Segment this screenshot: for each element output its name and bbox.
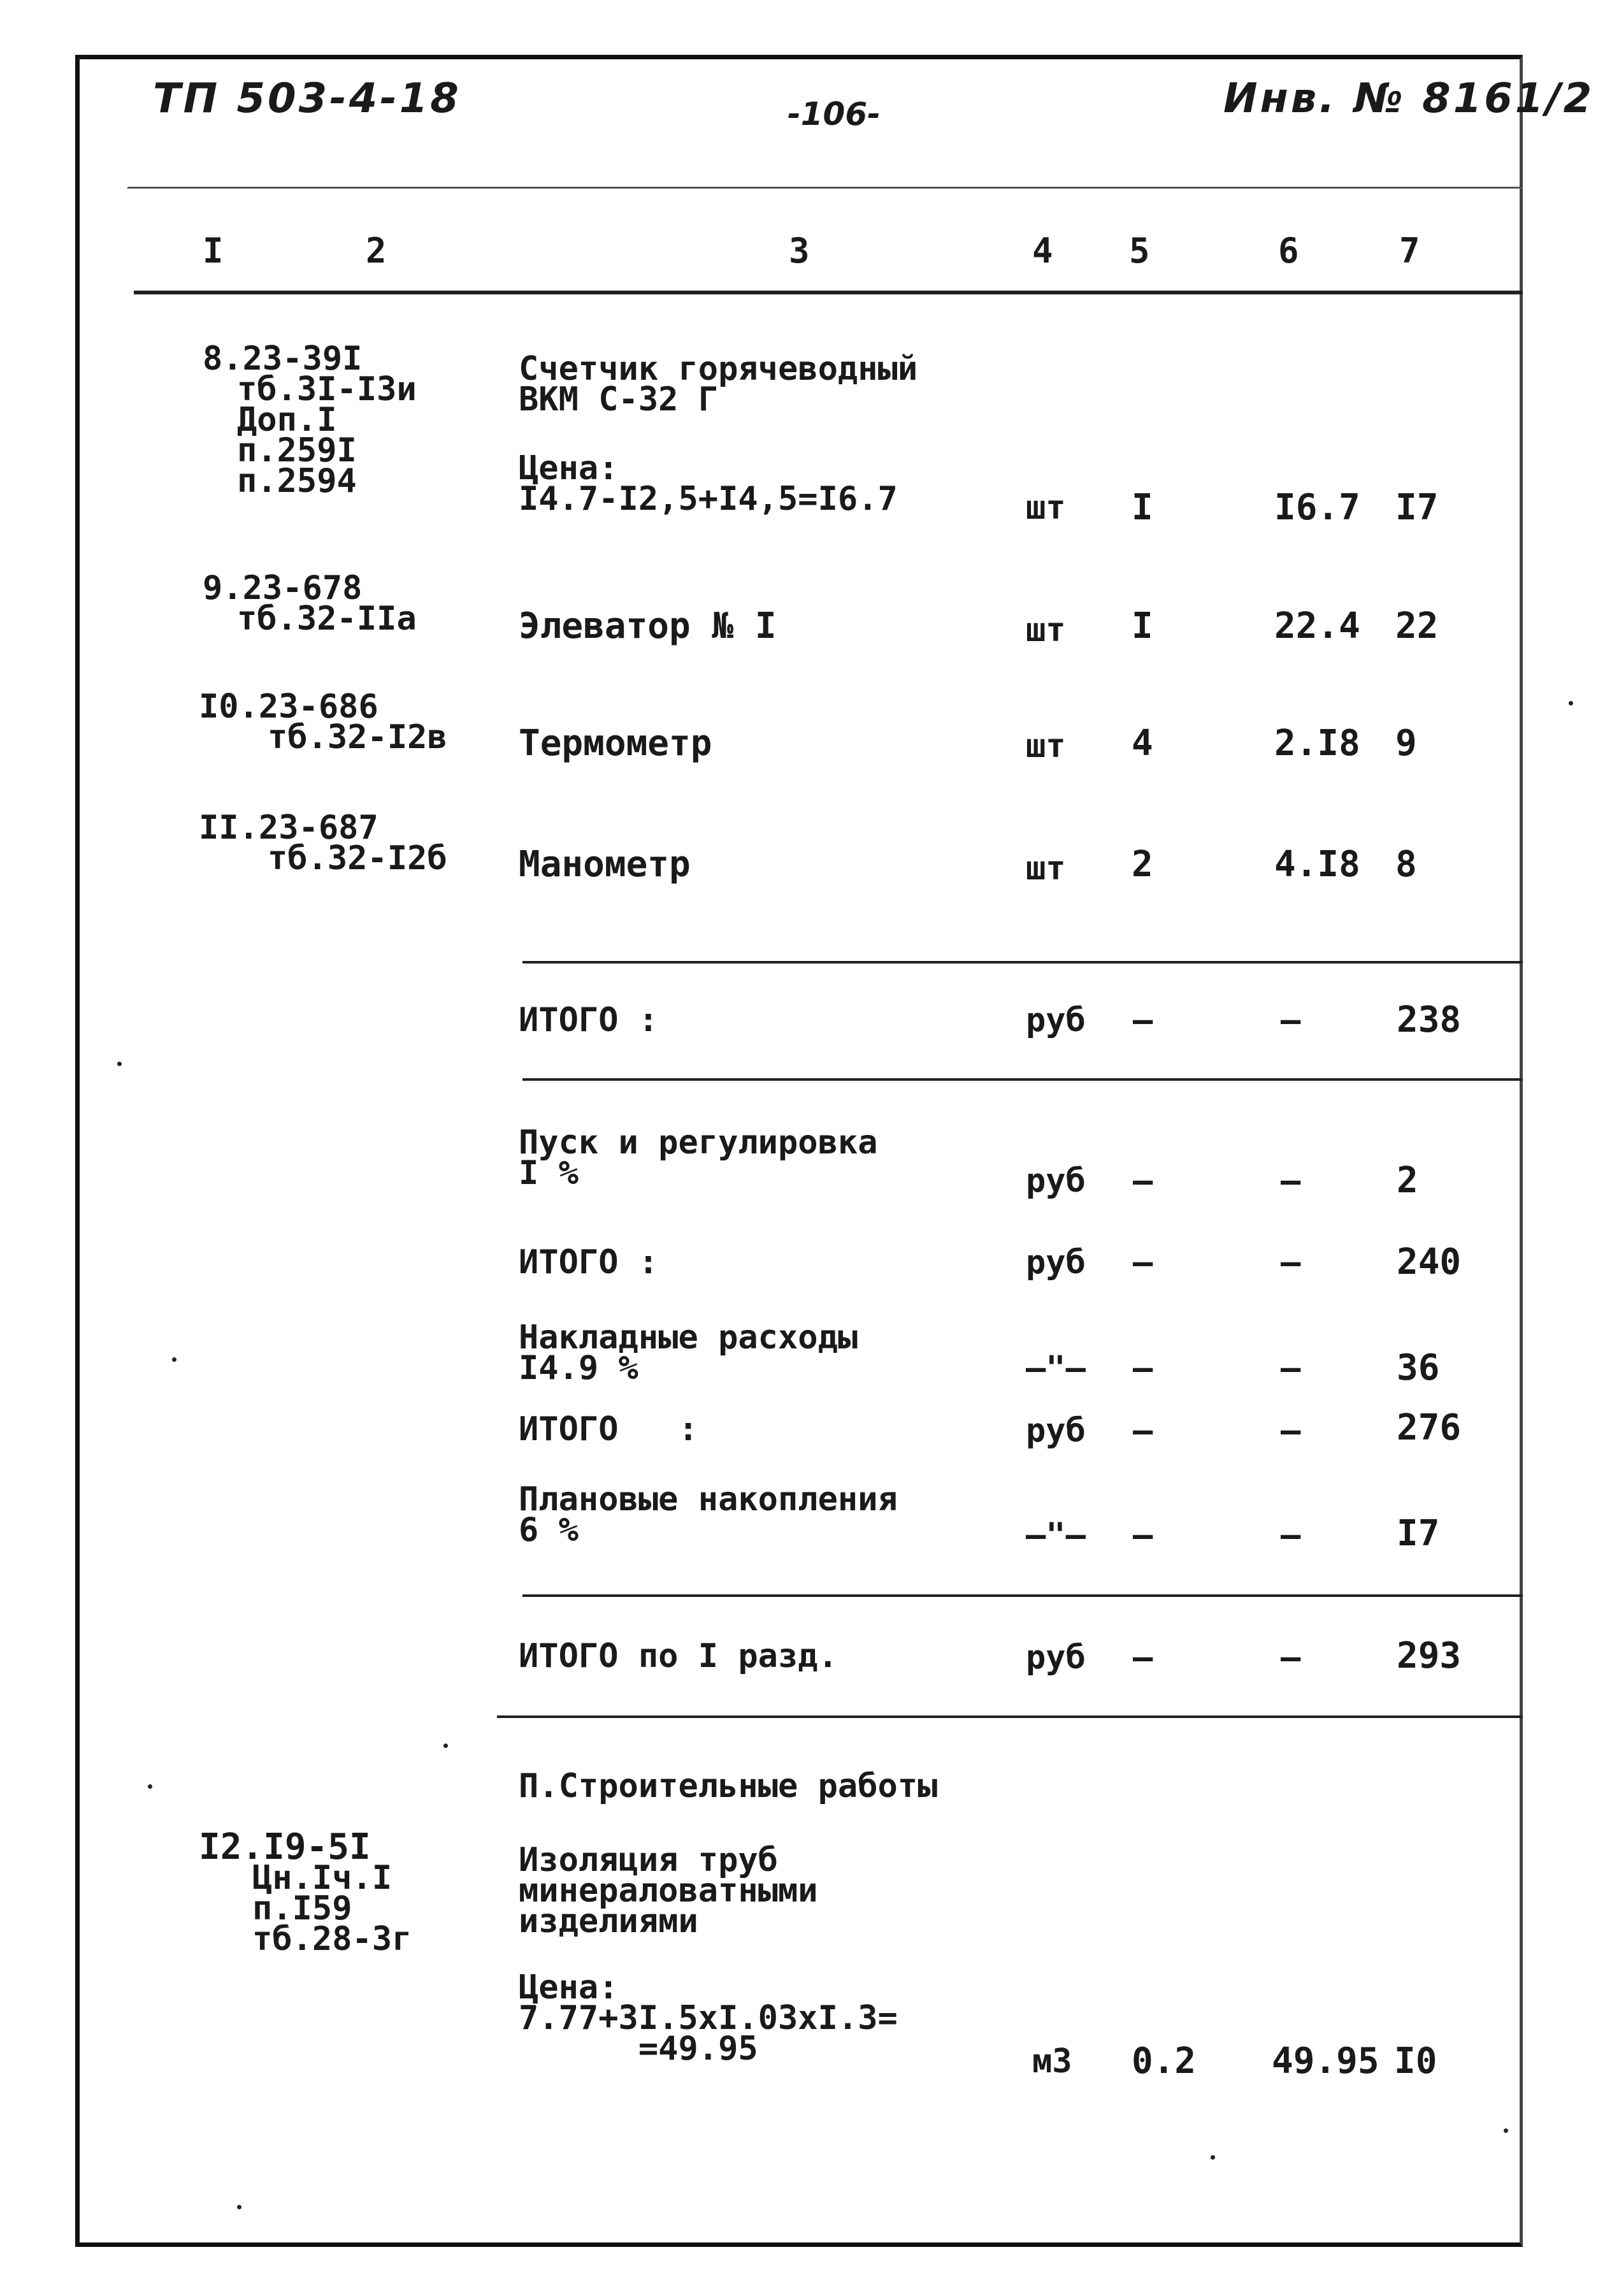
summary-label: Накладные расходы <box>519 1318 858 1357</box>
summary-total: I7 <box>1397 1513 1440 1554</box>
subtotal-rule <box>522 961 1523 964</box>
row-unit-price: 22.4 <box>1274 605 1360 647</box>
summary-label: ИТОГО : <box>519 1001 659 1039</box>
row-unit: шт <box>1026 489 1066 527</box>
row-price-formula: =49.95 <box>519 2030 758 2068</box>
summary-qty: – <box>1133 1349 1153 1387</box>
subtotal-rule <box>522 1594 1523 1597</box>
row-code-line: п.I59 <box>252 1889 352 1928</box>
row-unit: м3 <box>1032 2042 1072 2081</box>
scan-speck <box>148 1784 152 1789</box>
col-header-5: 5 <box>1129 231 1150 271</box>
row-description: Изоляция труб <box>519 1841 778 1879</box>
summary-label: I % <box>519 1154 579 1192</box>
summary-total: 36 <box>1397 1347 1440 1389</box>
row-quantity: I <box>1132 605 1153 647</box>
subtotal-rule <box>522 1078 1523 1081</box>
row-quantity: 2 <box>1132 844 1153 885</box>
summary-label: ИТОГО : <box>519 1243 659 1282</box>
row-code-line: тб.3I-I3и <box>237 370 417 408</box>
col-header-7: 7 <box>1399 231 1420 271</box>
row-quantity: I <box>1132 487 1153 528</box>
scan-speck <box>1211 2155 1215 2160</box>
row-code-line: п.2594 <box>237 462 357 500</box>
scan-speck <box>1569 701 1573 705</box>
row-unit-price: 2.I8 <box>1274 723 1360 764</box>
summary-unit: руб <box>1026 1412 1086 1450</box>
summary-label: ИТОГО : <box>519 1410 698 1448</box>
summary-unit: руб <box>1026 1243 1086 1282</box>
row-description: ВКМ С-32 Г <box>519 380 719 419</box>
row-total: I0 <box>1394 2040 1437 2082</box>
summary-total: 240 <box>1397 1241 1462 1283</box>
col-header-1: I <box>203 231 224 271</box>
scan-speck <box>1504 2128 1508 2133</box>
row-description: Манометр <box>519 844 691 885</box>
row-quantity: 4 <box>1132 723 1153 764</box>
row-code-line: I0.23-686 <box>199 688 378 726</box>
row-code-line: I2.I9-5I <box>199 1826 371 1868</box>
summary-label: Плановые накопления <box>519 1480 898 1519</box>
summary-unit: руб <box>1026 1638 1086 1677</box>
summary-price: – <box>1281 1349 1301 1387</box>
row-code-line: тб.32-IIа <box>237 600 417 638</box>
row-unit-price: 49.95 <box>1272 2040 1379 2082</box>
summary-label: I4.9 % <box>519 1349 638 1387</box>
doc-code: ТП 503-4-18 <box>153 75 461 122</box>
row-description: минераловатными <box>519 1872 818 1910</box>
row-description: Термометр <box>519 723 712 764</box>
col-header-4: 4 <box>1032 231 1053 271</box>
summary-label: 6 % <box>519 1511 579 1549</box>
row-price-formula: Цена: <box>519 449 619 487</box>
summary-total: 293 <box>1397 1635 1462 1677</box>
scan-speck <box>172 1357 176 1362</box>
col-header-3: 3 <box>789 231 810 271</box>
scan-speck <box>117 1062 122 1066</box>
summary-qty: – <box>1133 1243 1153 1282</box>
summary-unit: руб <box>1026 1162 1086 1200</box>
row-unit: шт <box>1026 611 1066 649</box>
row-code-line: Цн.Iч.I <box>252 1859 392 1897</box>
row-description: Счетчик горячеводный <box>519 350 918 388</box>
row-total: 8 <box>1395 844 1417 885</box>
row-total: 22 <box>1395 605 1439 647</box>
row-price-formula: Цена: <box>519 1968 619 2007</box>
col-header-6: 6 <box>1278 231 1299 271</box>
row-code-line: тб.32-I2в <box>268 718 447 756</box>
row-unit-price: I6.7 <box>1274 487 1360 528</box>
summary-qty: – <box>1133 1638 1153 1677</box>
column-header-rule <box>134 291 1523 294</box>
page-number: -106- <box>788 96 881 133</box>
row-price-formula: 7.77+3I.5хI.03хI.3= <box>519 1999 898 2037</box>
scan-speck <box>443 1744 448 1748</box>
row-unit: шт <box>1026 849 1066 888</box>
inventory-number: Инв. № 8161/2 <box>1223 75 1595 122</box>
row-description: изделиями <box>519 1902 698 1940</box>
summary-qty: – <box>1133 1516 1153 1554</box>
row-code-line: 9.23-678 <box>203 569 363 607</box>
row-code-line: п.259I <box>237 431 357 470</box>
summary-qty: – <box>1133 1412 1153 1450</box>
summary-price: – <box>1281 1638 1301 1677</box>
row-total: I7 <box>1395 487 1439 528</box>
summary-price: – <box>1281 1162 1301 1200</box>
header-rule <box>127 187 1523 189</box>
summary-total: 2 <box>1397 1160 1418 1201</box>
section-title: П.Строительные работы <box>519 1767 938 1805</box>
summary-label: ИТОГО по I разд. <box>519 1637 838 1675</box>
row-total: 9 <box>1395 723 1417 764</box>
summary-price: – <box>1281 1412 1301 1450</box>
summary-qty: – <box>1133 1162 1153 1200</box>
row-price-formula: I4.7-I2,5+I4,5=I6.7 <box>519 480 898 518</box>
summary-unit: –"– <box>1026 1349 1086 1387</box>
row-quantity: 0.2 <box>1132 2040 1197 2082</box>
summary-total: 276 <box>1397 1407 1462 1448</box>
summary-price: – <box>1281 1243 1301 1282</box>
summary-unit: –"– <box>1026 1516 1086 1554</box>
row-code-line: тб.32-I2б <box>268 839 447 877</box>
section-rule <box>497 1715 1523 1718</box>
summary-total: 238 <box>1397 999 1462 1041</box>
row-code-line: Доп.I <box>237 401 337 439</box>
col-header-2: 2 <box>366 231 387 271</box>
summary-unit: руб <box>1026 1001 1086 1039</box>
summary-label: Пуск и регулировка <box>519 1123 878 1162</box>
summary-price: – <box>1281 1516 1301 1554</box>
scan-speck <box>237 2205 241 2209</box>
row-code-line: II.23-687 <box>199 809 378 847</box>
row-code-line: 8.23-39I <box>203 340 363 378</box>
row-description: Элеватор № I <box>519 605 777 647</box>
row-code-line: тб.28-3г <box>252 1920 412 1958</box>
row-unit: шт <box>1026 727 1066 765</box>
summary-price: – <box>1281 1001 1301 1039</box>
summary-qty: – <box>1133 1001 1153 1039</box>
row-unit-price: 4.I8 <box>1274 844 1360 885</box>
